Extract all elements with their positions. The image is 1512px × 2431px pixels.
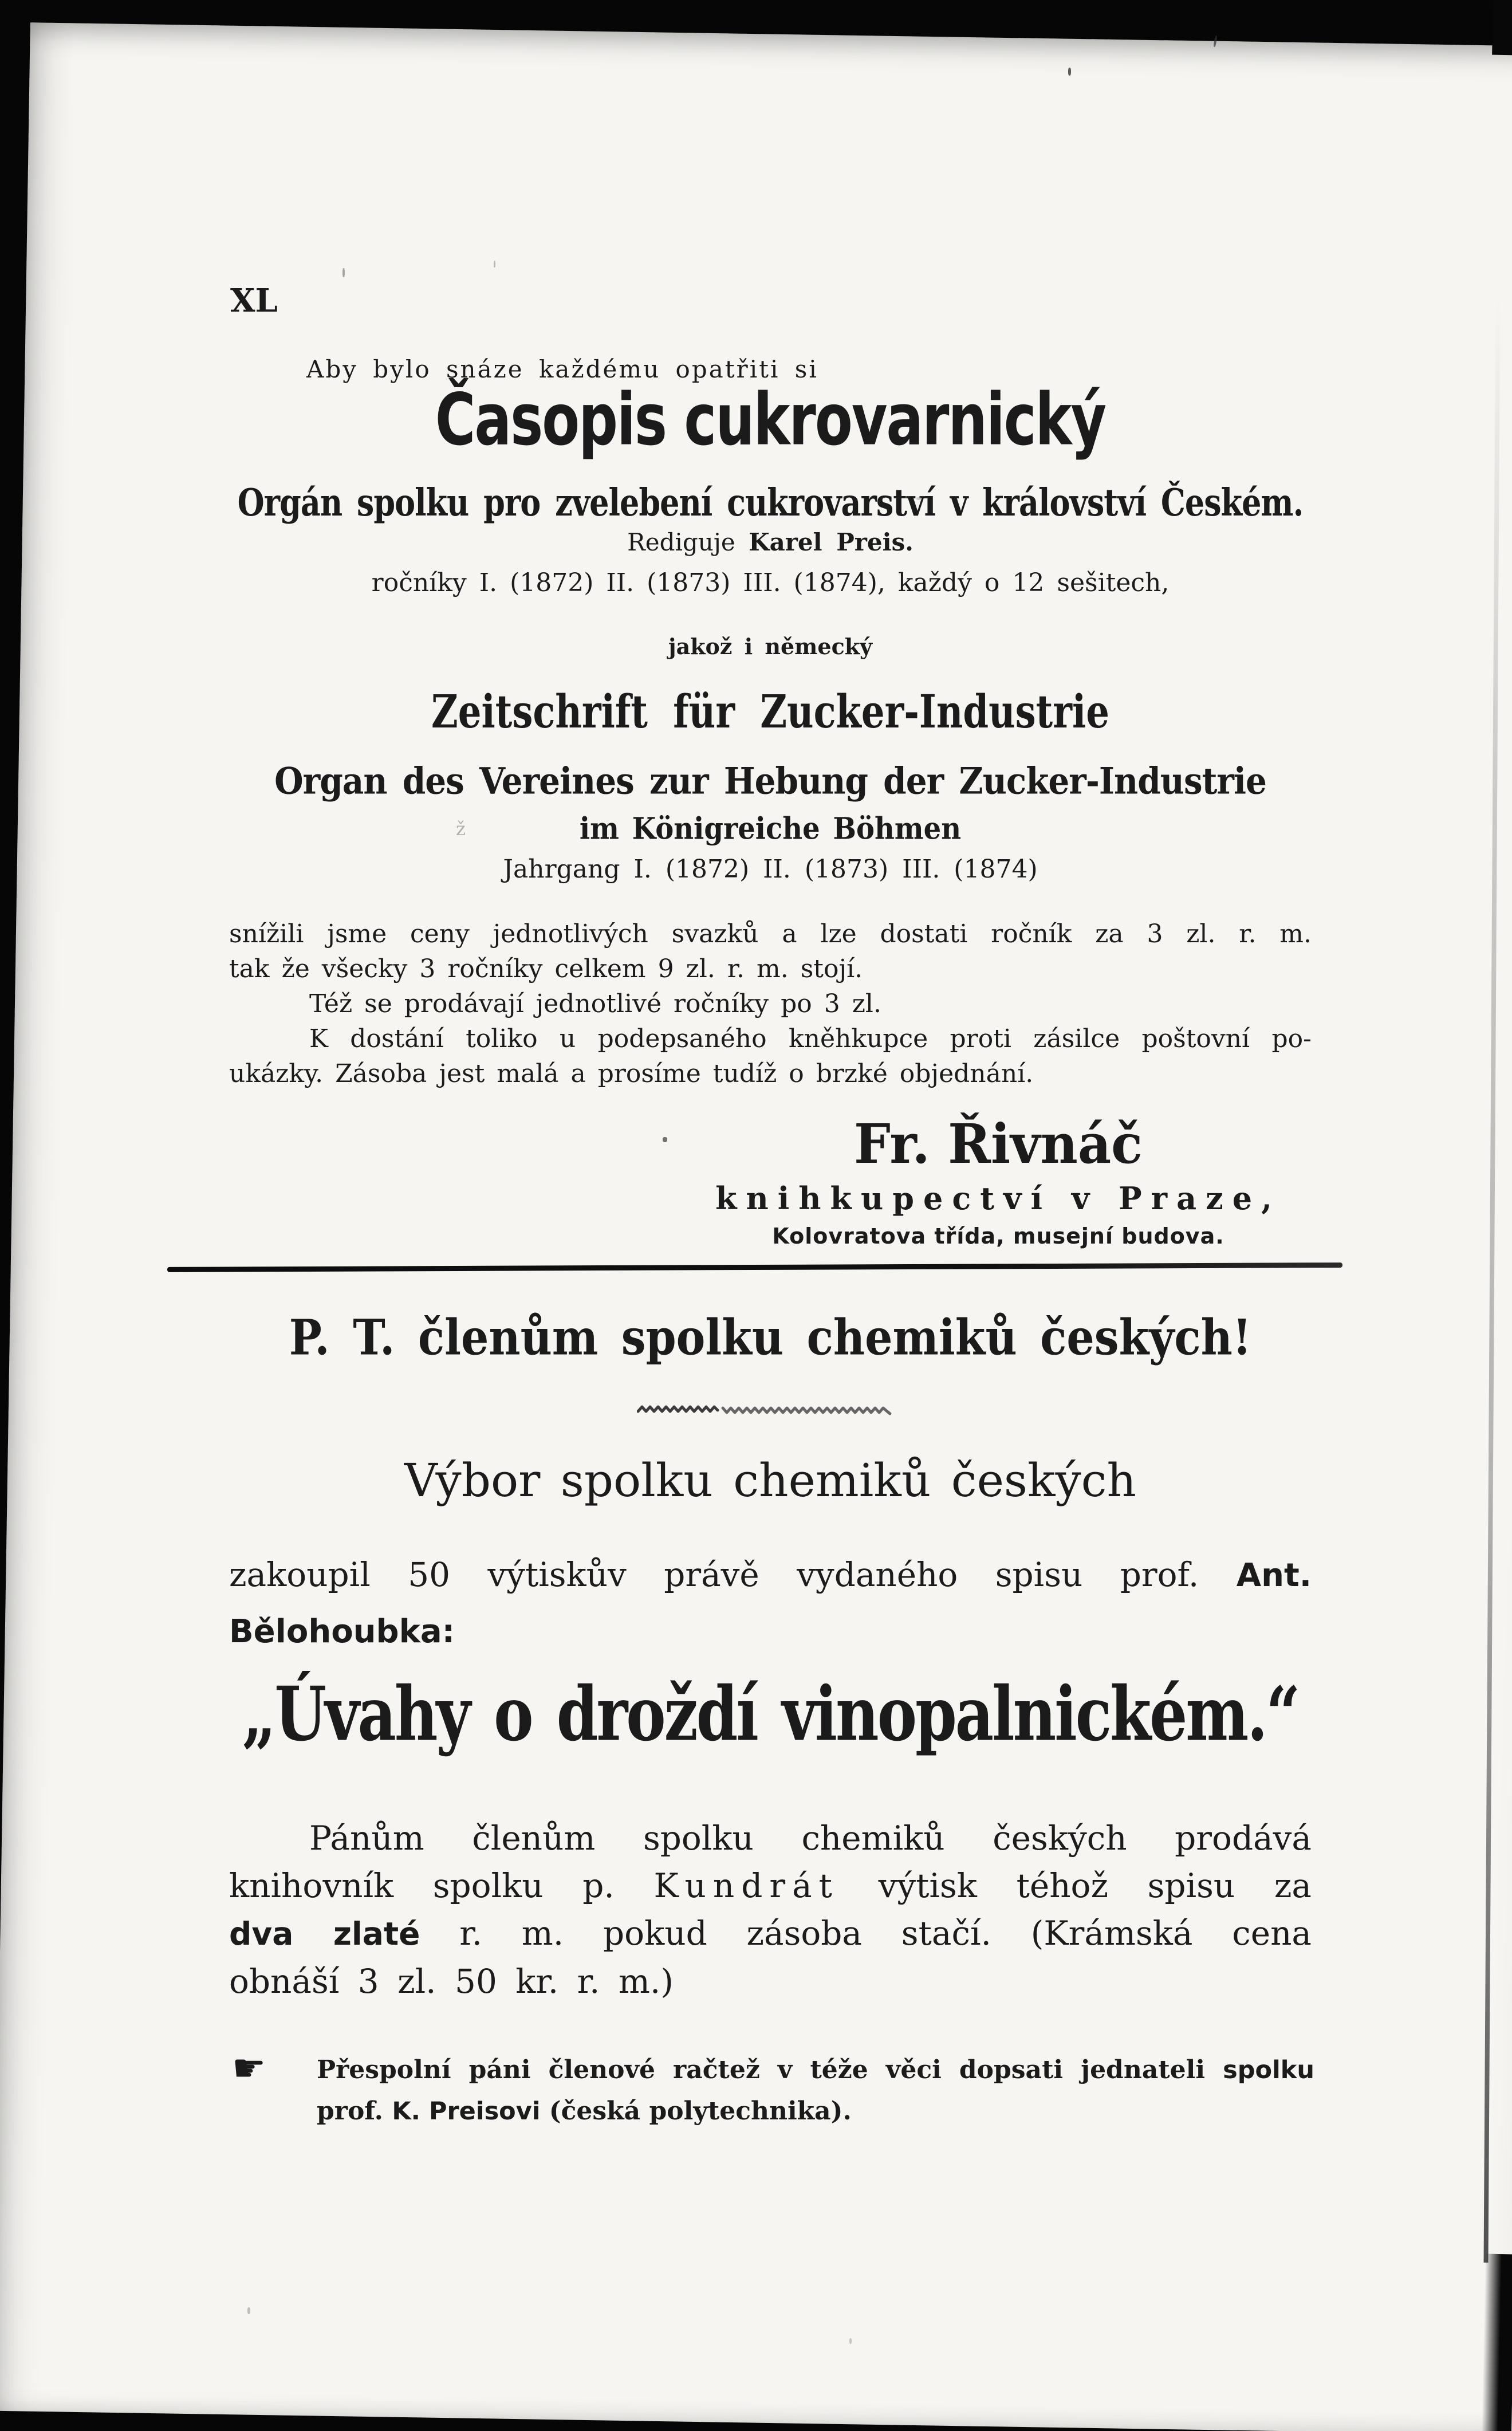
- journal-subtitle-czech: Orgán spolku pro zvelebení cukrovarství v království Českém.: [237, 480, 1304, 525]
- pricing-line-2: tak že všecky 3 ročníky celkem 9 zl. r. m. stojí.: [229, 954, 863, 984]
- scan-speck: [1068, 68, 1071, 76]
- manicule-icon: ☛: [232, 2046, 266, 2090]
- scan-speck: [494, 261, 495, 268]
- author-surname: Bělohoubka:: [229, 1613, 455, 1650]
- bookseller-name: Fr. Řivnáč: [854, 1112, 1143, 1177]
- volumes-line-czech: ročníky I. (1872) II. (1873) III. (1874), každý o 12 sešitech,: [371, 568, 1170, 597]
- pricing-line-1: snížili jsme ceny jednotlivých svazků a lze dostati ročník za 3 zl. r. m.: [229, 919, 1312, 949]
- pricing-line-3: Též se prodávají jednotlivé ročníky po 3 zl.: [309, 989, 881, 1018]
- page-number: XL: [230, 282, 278, 320]
- footer-line-2: [232, 2091, 1314, 2132]
- bookseller-shop-line: knihkupectví v Praze,: [715, 1180, 1281, 1217]
- sale-line-3: [229, 1910, 1312, 1958]
- acquisition-paragraph: [229, 1547, 1312, 1660]
- journal-title-czech: Časopis cukrovarnický: [435, 378, 1106, 462]
- sale-line-1: Pánům členům spolku chemiků českých prodává: [309, 1819, 1312, 1858]
- author-abbrev: Ant.: [1236, 1557, 1312, 1594]
- acquisition-line: [229, 1547, 1312, 1604]
- sale-line-3-rest: r. m. pokud zásoba stačí. (Krámská cena: [459, 1914, 1312, 1953]
- sale-line-2-name: Kundrát: [653, 1866, 839, 1905]
- sale-price-bold: dva zlaté: [229, 1915, 420, 1952]
- pricing-paragraph: [229, 916, 1312, 1091]
- footer-line-1-bold: spolku: [1223, 2056, 1314, 2084]
- editor-prefix: Rediguje: [627, 528, 735, 556]
- sale-line-2-pre: knihovník spolku p.: [229, 1866, 615, 1905]
- sale-line-2-post: výtisk téhož spisu za: [878, 1866, 1312, 1905]
- footer-line-2-post: (česká polytechnika).: [549, 2096, 852, 2126]
- acquisition-text: zakoupil 50 výtiskův právě vydaného spisu prof.: [229, 1555, 1199, 1594]
- sale-paragraph: [229, 1815, 1312, 2005]
- book-title: „Úvahy o droždí vinopalnickém.“: [242, 1670, 1299, 1758]
- committee-line: Výbor spolku chemiků českých: [404, 1454, 1136, 1507]
- sale-line-2: [229, 1862, 1312, 1910]
- scan-speck: [663, 1137, 667, 1142]
- editor-name: Karel Preis.: [749, 528, 914, 556]
- journal-subtitle-german: Organ des Vereines zur Hebung der Zucker-Industrie: [274, 760, 1266, 803]
- scan-speck: [849, 2338, 852, 2344]
- pricing-line-4: K dostání toliko u podepsaného kněhkupce proti zásilce poštovní po-: [309, 1024, 1312, 1053]
- journal-region-german: im Königreiche Böhmen: [579, 811, 962, 847]
- scan-speck: [916, 497, 922, 500]
- footer-line-2-name: K. Preisovi: [392, 2097, 541, 2126]
- sale-line-4: obnáší 3 zl. 50 kr. r. m.): [229, 1962, 674, 2001]
- footer-line-1: [232, 2046, 1314, 2091]
- scan-speck: [342, 268, 345, 277]
- intro-line: Aby bylo snáze každému opatřiti si: [306, 355, 818, 383]
- volumes-line-german: Jahrgang I. (1872) II. (1873) III. (1874): [503, 855, 1038, 884]
- notice-salutation: P. T. členům spolku chemiků českých!: [289, 1309, 1252, 1366]
- ink-bleed-artifact: ž: [456, 818, 466, 840]
- section-divider-rule: [167, 1262, 1342, 1272]
- footer-line-1-main: Přespolní páni členové račtež v téže věci dopsati jednateli: [317, 2055, 1206, 2084]
- journal-title-german: Zeitschrift für Zucker-Industrie: [431, 685, 1109, 739]
- bookseller-block: [457, 1114, 1512, 1249]
- scan-speck: [1213, 36, 1217, 47]
- pricing-line-5: ukázky. Zásoba jest malá a prosíme tudíž o brzké objednání.: [229, 1059, 1034, 1088]
- bookseller-address-line: Kolovratova třída, musejní budova.: [772, 1224, 1224, 1249]
- scan-speck: [247, 2307, 250, 2314]
- german-connector-line: jakož i německý: [668, 634, 873, 659]
- zigzag-divider-icon: [637, 1402, 892, 1416]
- footer-note: [232, 2046, 1314, 2132]
- editor-line: [229, 528, 1312, 556]
- footer-line-2-pre: prof.: [317, 2096, 383, 2126]
